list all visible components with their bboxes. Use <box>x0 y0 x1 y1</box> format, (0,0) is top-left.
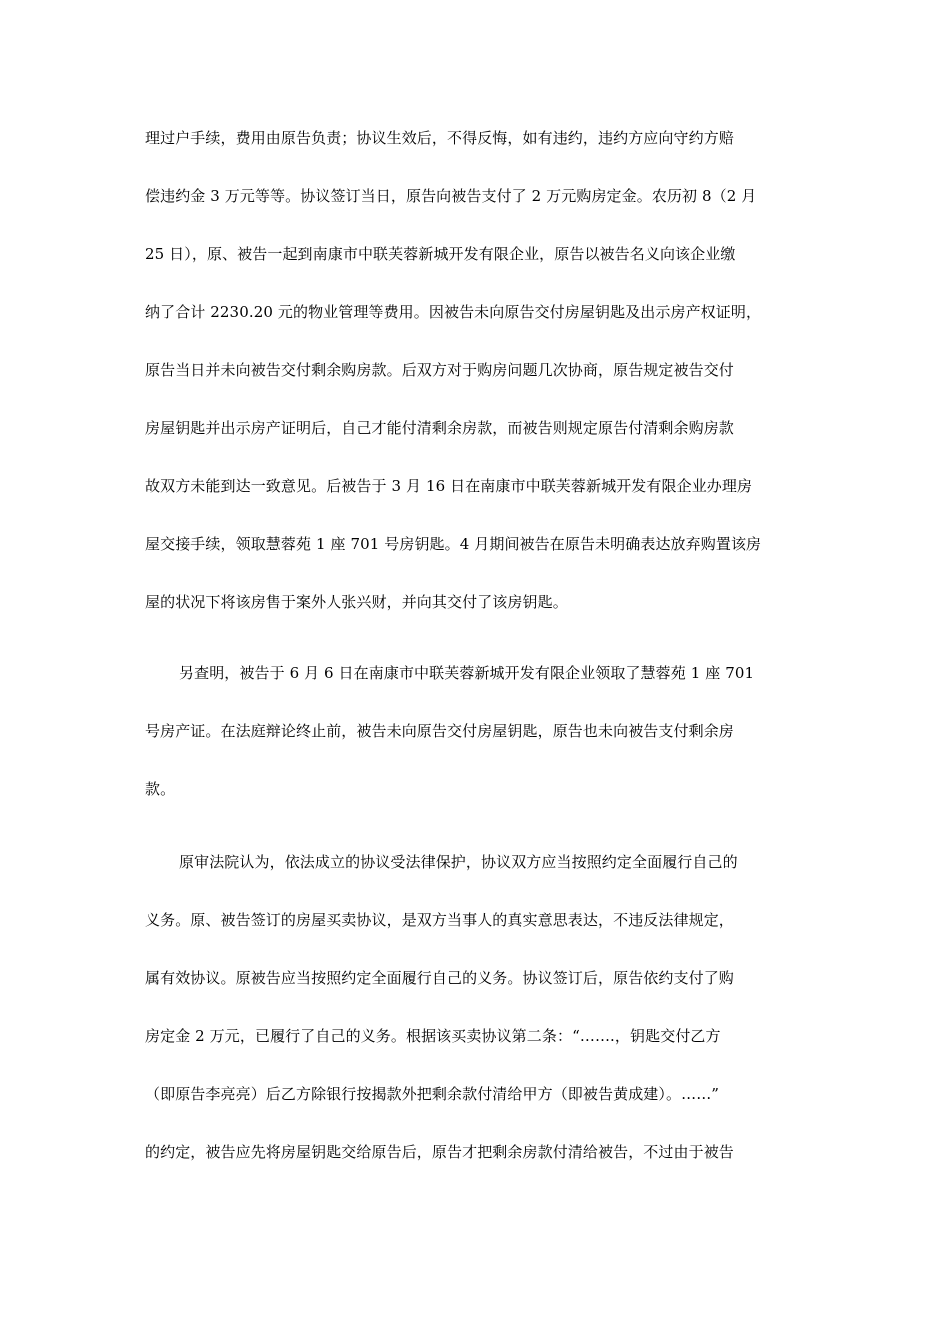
text-line: 理过户手续，费用由原告负责；协议生效后，不得反悔，如有违约，违约方应向守约方赔 <box>145 129 734 147</box>
text-line: 房定金 2 万元，已履行了自己的义务。根据该买卖协议第二条：“…….，钥匙交付乙方 <box>145 1027 721 1045</box>
text-line: 原告当日并未向被告交付剩余购房款。后双方对于购房问题几次协商，原告规定被告交付 <box>145 361 734 379</box>
text-line: 属有效协议。原被告应当按照约定全面履行自己的义务。协议签订后，原告依约支付了购 <box>145 969 734 987</box>
text-line: 25 日），原、被告一起到南康市中联芙蓉新城开发有限企业，原告以被告名义向该企业缴 <box>145 245 736 263</box>
paragraph-2 <box>145 663 813 837</box>
text-line: 的约定，被告应先将房屋钥匙交给原告后，原告才把剩余房款付清给被告，不过由于被告 <box>145 1143 734 1161</box>
text-line: 屋交接手续，领取慧蓉苑 1 座 701 号房钥匙。4 月期间被告在原告未明确表达放弃购置该房 <box>145 535 762 553</box>
text-line: 另查明，被告于 6 月 6 日在南康市中联芙蓉新城开发有限企业领取了慧蓉苑 1 座 701 <box>179 664 755 682</box>
text-line: 原审法院认为，依法成立的协议受法律保护，协议双方应当按照约定全面履行自己的 <box>179 853 738 871</box>
text-line: 故双方未能到达一致意见。后被告于 3 月 16 日在南康市中联芙蓉新城开发有限企业办理房 <box>145 477 753 495</box>
text-line: 款。 <box>145 780 176 798</box>
paragraph-1 <box>145 128 813 650</box>
text-line: 偿违约金 3 万元等等。协议签订当日，原告向被告支付了 2 万元购房定金。农历初 8（2 月 <box>145 187 757 205</box>
text-line: 义务。原、被告签订的房屋买卖协议，是双方当事人的真实意思表达，不违反法律规定， <box>145 911 734 929</box>
text-line: 屋的状况下将该房售于案外人张兴财，并向其交付了该房钥匙。 <box>145 593 568 611</box>
text-line: 号房产证。在法庭辩论终止前，被告未向原告交付房屋钥匙，原告也未向被告支付剩余房 <box>145 722 734 740</box>
paragraph-3 <box>145 852 813 1200</box>
text-line: 房屋钥匙并出示房产证明后，自己才能付清剩余房款，而被告则规定原告付清剩余购房款 <box>145 419 734 437</box>
text-line: 纳了合计 2230.20 元的物业管理等费用。因被告未向原告交付房屋钥匙及出示房产权证明， <box>145 303 762 321</box>
text-line: （即原告李亮亮）后乙方除银行按揭款外把剩余款付清给甲方（即被告黄成建）。……” <box>145 1085 720 1103</box>
